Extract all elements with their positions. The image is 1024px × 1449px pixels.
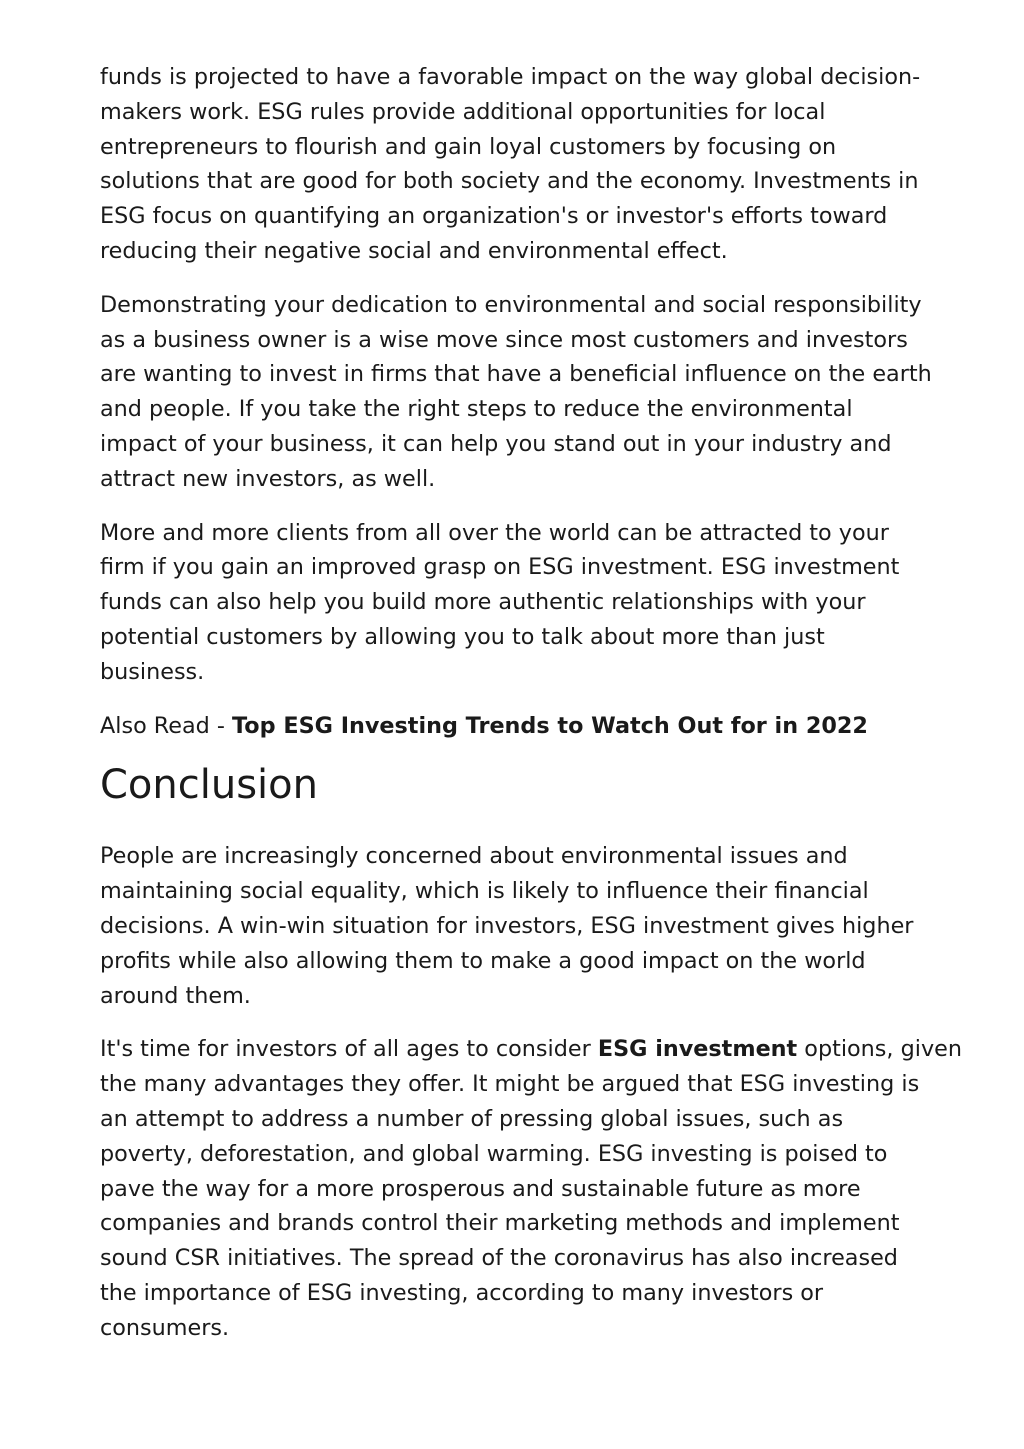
text-line: potential customers by allowing you to talk about more than just [100, 623, 825, 650]
document-page [100, 60, 970, 1365]
text-line: solutions that are good for both society and the economy. Investments in [100, 168, 919, 195]
text-line: reducing their negative social and environmental effect. [100, 237, 728, 264]
paragraph-esg-funds-impact [100, 60, 970, 269]
text-line: profits while also allowing them to make a good impact on the world [100, 947, 866, 974]
text-line: and people. If you take the right steps to reduce the environmental [100, 396, 853, 423]
text-line: More and more clients from all over the world can be attracted to your [100, 519, 889, 546]
also-read-prefix: Also Read - [100, 712, 233, 739]
text-line: poverty, deforestation, and global warming. ESG investing is poised to [100, 1140, 888, 1167]
text-line: impact of your business, it can help you stand out in your industry and [100, 430, 892, 457]
also-read-link[interactable]: Top ESG Investing Trends to Watch Out for in 2022 [232, 712, 868, 739]
text-line: entrepreneurs to flourish and gain loyal customers by focusing on [100, 133, 837, 160]
text-line: business. [100, 658, 205, 685]
esg-investment-emphasis: ESG investment [597, 1036, 798, 1063]
conclusion-heading: Conclusion [100, 762, 318, 809]
text-line: ESG focus on quantifying an organization's or investor's efforts toward [100, 203, 888, 230]
text-line: makers work. ESG rules provide additional opportunities for local [100, 98, 826, 125]
text-line: funds is projected to have a favorable impact on the way global decision- [100, 64, 921, 90]
text-line: as a business owner is a wise move since most customers and investors [100, 326, 908, 353]
text-line: an attempt to address a number of pressing global issues, such as [100, 1105, 844, 1132]
paragraph-clients [100, 516, 970, 690]
text-line: decisions. A win-win situation for investors, ESG investment gives higher [100, 912, 914, 939]
text-line: the many advantages they offer. It might be argued that ESG investing is [100, 1071, 920, 1098]
also-read [100, 709, 970, 744]
text-line: maintaining social equality, which is likely to influence their financial [100, 878, 869, 905]
text-segment: It's time for investors of all ages to consider [100, 1036, 598, 1063]
text-line: are wanting to invest in firms that have a beneficial influence on the earth [100, 361, 932, 388]
text-line: firm if you gain an improved grasp on ESG investment. ESG investment [100, 554, 900, 581]
paragraph-dedication [100, 288, 970, 497]
text-line: Demonstrating your dedication to environmental and social responsibility [100, 291, 922, 318]
paragraph-conclusion-2 [100, 1032, 970, 1345]
text-line: pave the way for a more prosperous and sustainable future as more [100, 1175, 861, 1202]
text-line: People are increasingly concerned about environmental issues and [100, 843, 848, 870]
text-line: sound CSR initiatives. The spread of the coronavirus has also increased [100, 1245, 898, 1272]
text-segment: options, given [797, 1036, 962, 1063]
text-line: attract new investors, as well. [100, 465, 436, 492]
text-line: consumers. [100, 1314, 230, 1341]
text-line [100, 1032, 970, 1067]
text-line: the importance of ESG investing, according to many investors or [100, 1279, 824, 1306]
paragraph-conclusion-1 [100, 839, 970, 1013]
text-line: funds can also help you build more authentic relationships with your [100, 589, 866, 616]
text-line: companies and brands control their marketing methods and implement [100, 1210, 900, 1237]
text-line: around them. [100, 982, 251, 1009]
